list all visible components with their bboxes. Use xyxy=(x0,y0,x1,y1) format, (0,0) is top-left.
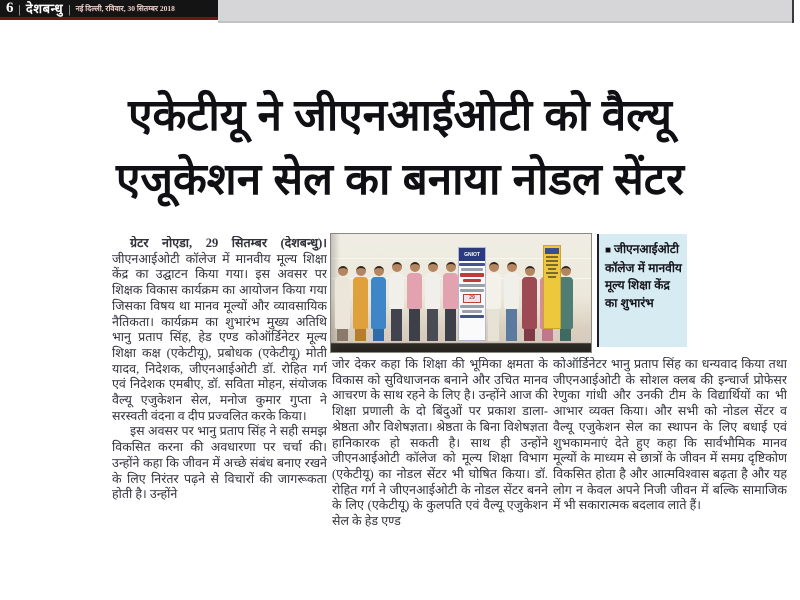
scan-edge-line xyxy=(792,0,794,23)
poster-header-band xyxy=(545,248,559,254)
person-torso xyxy=(335,277,350,329)
person-legs xyxy=(542,329,553,341)
person-figure xyxy=(407,262,422,341)
poster-text-line xyxy=(548,268,556,270)
headline-line1: एकेटीयू ने जीएनआईओटी को वैल्यू xyxy=(128,91,672,140)
person-torso xyxy=(425,273,440,309)
dateline: ग्रेटर नोएडा, 29 सितम्बर (देशबन्धु)। xyxy=(130,236,327,250)
person-legs xyxy=(337,329,348,341)
person-torso xyxy=(504,273,519,309)
person-torso xyxy=(486,273,501,309)
event-photo xyxy=(330,233,592,353)
person-head xyxy=(410,262,420,272)
banner-title-line xyxy=(460,273,484,277)
person-head xyxy=(374,266,384,276)
person-figure xyxy=(504,262,519,341)
person-legs xyxy=(391,309,402,341)
person-figure xyxy=(443,262,458,341)
poster-text-line xyxy=(546,272,557,274)
person-legs xyxy=(355,329,366,341)
paragraph: इस अवसर पर भानु प्रताप सिंह ने सही समझ विकसित करना की अवधारणा पर चर्चा की। उन्होंने कहा कि जीवन में अच्छे संबंध बनाए रखने के लिए निरंतर पढ़ने से विचारों की जागरूकता होती है। उन्होंने xyxy=(112,424,327,502)
people-group-left xyxy=(335,262,458,341)
banner-text-line xyxy=(461,268,483,271)
poster-text-line xyxy=(546,260,557,262)
highlight-box xyxy=(597,234,687,347)
poster-text-line xyxy=(546,264,557,266)
article-column-1 xyxy=(112,236,327,584)
banner-text-line xyxy=(460,289,484,292)
poster-text-line xyxy=(548,276,556,278)
highlight-text xyxy=(605,241,682,312)
masthead-separator: | xyxy=(68,1,71,16)
banner-text-line xyxy=(460,305,484,308)
banner-date-box: 29 xyxy=(463,294,481,303)
person-figure xyxy=(389,262,404,341)
person-legs xyxy=(373,329,384,341)
person-figure xyxy=(335,266,350,341)
person-legs xyxy=(560,329,571,341)
poster-text-line xyxy=(546,256,557,258)
top-gray-strip xyxy=(218,0,792,23)
banner-logo: GNIOT xyxy=(459,248,485,261)
headline-line2: एजूकेशन सेल का बनाया नोडल सेंटर xyxy=(116,155,684,204)
person-torso xyxy=(353,277,368,329)
paragraph xyxy=(112,236,327,424)
paragraph: जोर देकर कहा कि शिक्षा की भूमिका क्षमता के विकास को सुविधाजनक बनाने और उचित मानव आचरण के साथ रहने के लिए है। उन्होंने आज की शिक्षा प्रणाली के दो बिंदुओं पर प्रकाश डाला- श्रेष्ठता और विशेषज्ञता। श्रेष्ठता के बिना विशेषज्ञता हानिकारक हो सकती है। साथ ही उन्होंने जीएनआईओटी कॉलेज को मूल्य शिक्षा विभाग (एकेटीयू) का नोडल सेंटर भी घोषित किया। डॉ. रोहित गर्ग ने जीएनआईओटी के नोडल सेंटर बनने के लिए (एकेटीयू) के कुलपति एवं वैल्यू एजुकेशन सेल के हेड एण्ड xyxy=(332,357,548,529)
person-head xyxy=(489,262,499,272)
banner-text-line xyxy=(460,315,484,318)
newspaper-logo: देशबन्धु xyxy=(25,1,64,16)
person-legs xyxy=(427,309,438,341)
person-head xyxy=(428,262,438,272)
square-bullet-icon: ■ xyxy=(605,245,612,256)
article-headline xyxy=(40,84,760,212)
banner-text-line xyxy=(462,310,482,313)
banner-title-line xyxy=(463,279,481,282)
person-legs xyxy=(445,309,456,341)
person-torso xyxy=(407,273,422,309)
person-head xyxy=(356,266,366,276)
paragraph-text: जीएनआईओटी कॉलेज में मानवीय मूल्य शिक्षा केंद्र का उद्घाटन किया गया। इस अवसर पर शिक्षक विकास कार्यक्रम का आयोजन किया गया जिसका विषय था मानव मूल्यों और व्यावसायिक नैतिकता। कार्यक्रम का शुभारंभ मुख्य अतिथि भानु प्रताप सिंह, हेड एण्ड कोऑर्डिनेटर मूल्य शिक्षा कक्ष (एकेटीयू), प्रबोधक (एकेटीयू) मोती यादव, निदेशक, जीएनआईओटी डॉ. रोहित गर्ग एवं निदेशक एमबीए, डॉ. सविता मोहन, संयोजक वैल्यू एजुकेशन सेल, मनोज कुमार गुप्ता ने सरस्वती वंदना व दीप प्रज्वलित करके किया। xyxy=(112,251,327,423)
event-standee-banner xyxy=(458,247,486,341)
wall-poster xyxy=(543,245,561,329)
person-figure xyxy=(486,262,501,341)
person-torso xyxy=(443,273,458,309)
person-legs xyxy=(506,309,517,341)
article-column-2 xyxy=(332,357,548,573)
masthead-bar xyxy=(0,0,218,20)
person-torso xyxy=(371,277,386,329)
person-head xyxy=(525,266,535,276)
person-torso xyxy=(389,273,404,309)
edition-dateline: नई दिल्ली, रविवार, 30 सितम्बर 2018 xyxy=(75,3,175,13)
person-head xyxy=(338,266,348,276)
article-column-3 xyxy=(553,357,787,577)
person-figure xyxy=(522,266,537,341)
person-head xyxy=(507,262,517,272)
banner-text-line xyxy=(459,263,485,266)
page-number: 6 xyxy=(6,0,14,16)
paragraph: कोऑर्डिनेटर भानु प्रताप सिंह का धन्यवाद किया तथा जीएनआईओटी के सोशल क्लब की इन्चार्ज प्रोफेसर रेणुका गांधी और उनकी टीम के विद्यार्थियों का भी आभार व्यक्त किया। और सभी को नोडल सेंटर व वैल्यू एजुकेशन सेल का स्थापन के लिए बधाई एवं शुभकामनाएं देते हुए कहा कि सार्वभौमिक मानव मूल्यों के माध्यम से छात्रों के जीवन में समग्र दृष्टिकोण विकसित होता है और आत्मविश्वास बढ़ता है और यह लोग न केवल अपने निजी जीवन में बल्कि सामाजिक में भी सकारात्मक बदलाव लाते हैं। xyxy=(553,357,787,513)
highlight-caption: जीएनआईओटी कॉलेज में मानवीय मूल्य शिक्षा केंद्र का शुभारंभ xyxy=(605,242,682,310)
person-figure xyxy=(371,266,386,341)
person-head xyxy=(446,262,456,272)
person-figure xyxy=(425,262,440,341)
banner-text-line xyxy=(459,284,485,287)
person-figure xyxy=(353,266,368,341)
person-torso xyxy=(522,277,537,329)
person-legs xyxy=(488,309,499,341)
photo-people xyxy=(335,234,551,341)
masthead-separator: | xyxy=(18,1,21,16)
person-legs xyxy=(409,309,420,341)
person-legs xyxy=(524,329,535,341)
person-head xyxy=(561,266,571,276)
person-head xyxy=(392,262,402,272)
